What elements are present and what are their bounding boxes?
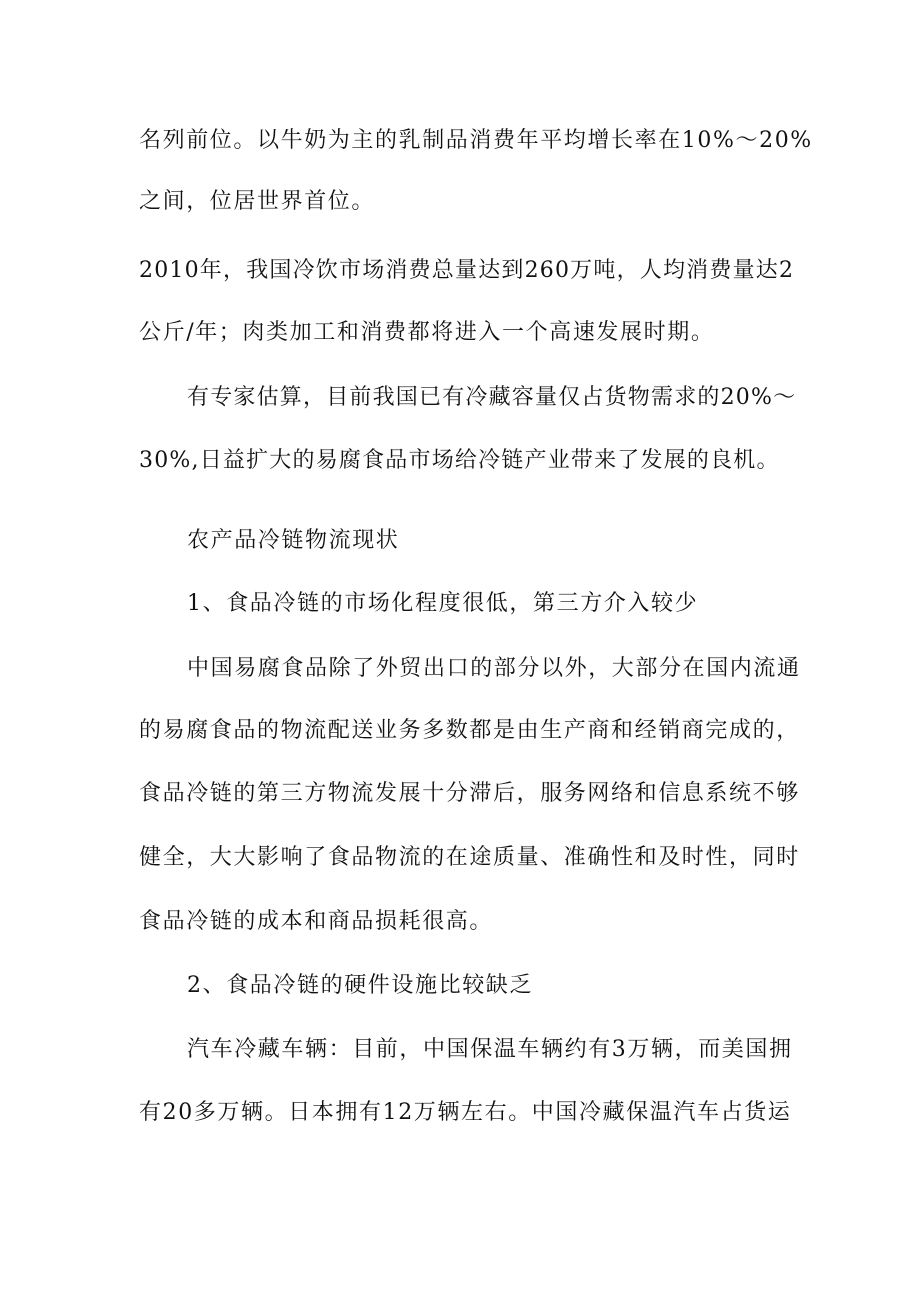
text-line: 公斤/年；肉类加工和消费都将进入一个高速发展时期。 bbox=[139, 320, 715, 345]
text-line: 有专家估算，目前我国已有冷藏容量仅占货物需求的20%～ bbox=[187, 385, 797, 410]
section-heading: 农产品冷链物流现状 bbox=[187, 528, 400, 553]
text-line: 有20多万辆。日本拥有12万辆左右。中国冷藏保温汽车占货运 bbox=[139, 1100, 792, 1125]
text-line: 名列前位。以牛奶为主的乳制品消费年平均增长率在10%～20% bbox=[139, 128, 813, 153]
text-line: 食品冷链的成本和商品损耗很高。 bbox=[139, 909, 494, 934]
text-line: 2010年，我国冷饮市场消费总量达到260万吨，人均消费量达2 bbox=[139, 258, 795, 283]
text-line: 健全，大大影响了食品物流的在途质量、准确性和及时性，同时 bbox=[139, 845, 800, 870]
text-line: 食品冷链的第三方物流发展十分滞后，服务网络和信息系统不够 bbox=[139, 781, 800, 806]
text-line: 之间，位居世界首位。 bbox=[139, 189, 376, 214]
subsection-heading: 2、食品冷链的硬件设施比较缺乏 bbox=[187, 973, 533, 998]
text-line: 30%,日益扩大的易腐食品市场给冷链产业带来了发展的良机。 bbox=[139, 448, 780, 473]
subsection-heading: 1、食品冷链的市场化程度很低，第三方介入较少 bbox=[187, 591, 699, 616]
text-line: 中国易腐食品除了外贸出口的部分以外，大部分在国内流通 bbox=[187, 656, 801, 681]
text-line: 的易腐食品的物流配送业务多数都是由生产商和经销商完成的， bbox=[139, 718, 800, 743]
text-line: 汽车冷藏车辆：目前，中国保温车辆约有3万辆，而美国拥 bbox=[187, 1037, 793, 1062]
